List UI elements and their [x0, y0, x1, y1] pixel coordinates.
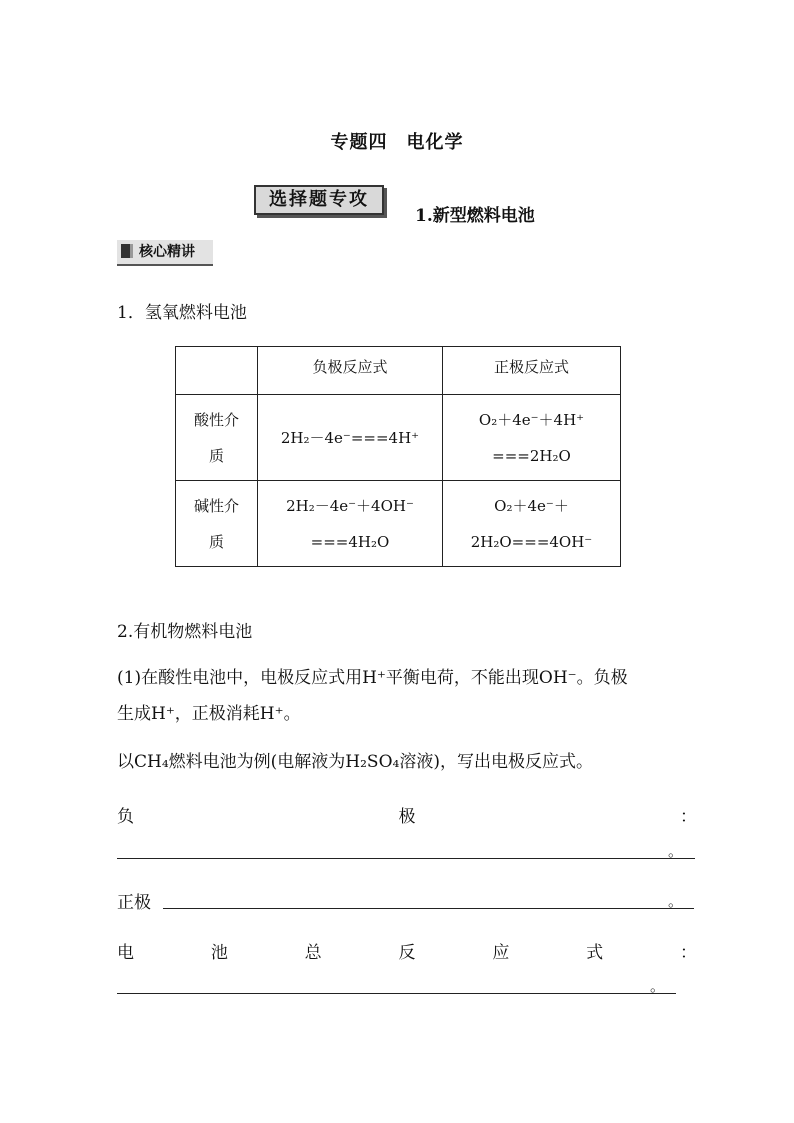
anode-cell: 2H₂－4e⁻===4H⁺	[258, 395, 443, 481]
table-row	[176, 481, 621, 567]
section-heading-2: 2.有机物燃料电池	[117, 622, 253, 642]
tag-marker-icon	[121, 244, 133, 258]
answer-line-anode[interactable]	[117, 858, 695, 859]
end-mark: 。	[668, 892, 684, 910]
table-header-row	[176, 347, 621, 395]
paragraph-example: 以CH₄燃料电池为例(电解液为H₂SO₄溶液)，写出电极反应式。	[117, 752, 593, 772]
table-header-cell: 正极反应式	[443, 347, 621, 395]
medium-cell: 碱性介 质	[176, 481, 258, 567]
cathode-cell: O₂＋4e⁻＋ 2H₂O===4OH⁻	[443, 481, 621, 567]
core-tag	[117, 240, 213, 266]
answer-line-total[interactable]	[117, 993, 676, 994]
table-row	[176, 395, 621, 481]
topic-subtitle: 1.新型燃料电池	[415, 206, 535, 226]
tag-label: 核心精讲	[139, 244, 195, 260]
fill-total-label: 电 池 总 反 应 式 ：	[117, 943, 697, 963]
end-mark: 。	[650, 977, 666, 995]
section-badge: 选择题专攻	[254, 185, 384, 215]
medium-cell: 酸性介 质	[176, 395, 258, 481]
section-heading-1: 1．氢氧燃料电池	[117, 303, 247, 323]
fill-anode-label: 负 极 ：	[117, 807, 697, 827]
fill-cathode-label: 正极	[117, 893, 151, 913]
end-mark: 。	[668, 842, 684, 860]
table-header-cell	[176, 347, 258, 395]
answer-line-cathode[interactable]	[163, 908, 694, 909]
anode-cell: 2H₂－4e⁻＋4OH⁻ ===4H₂O	[258, 481, 443, 567]
table-header-cell: 负极反应式	[258, 347, 443, 395]
page-title: 专题四 电化学	[330, 132, 464, 153]
paragraph-acidic: (1)在酸性电池中，电极反应式用H⁺平衡电荷，不能出现OH⁻。负极 生成H⁺，正极消耗H⁺。	[117, 668, 628, 724]
cathode-cell: O₂＋4e⁻＋4H⁺ ===2H₂O	[443, 395, 621, 481]
reaction-table	[175, 346, 621, 567]
